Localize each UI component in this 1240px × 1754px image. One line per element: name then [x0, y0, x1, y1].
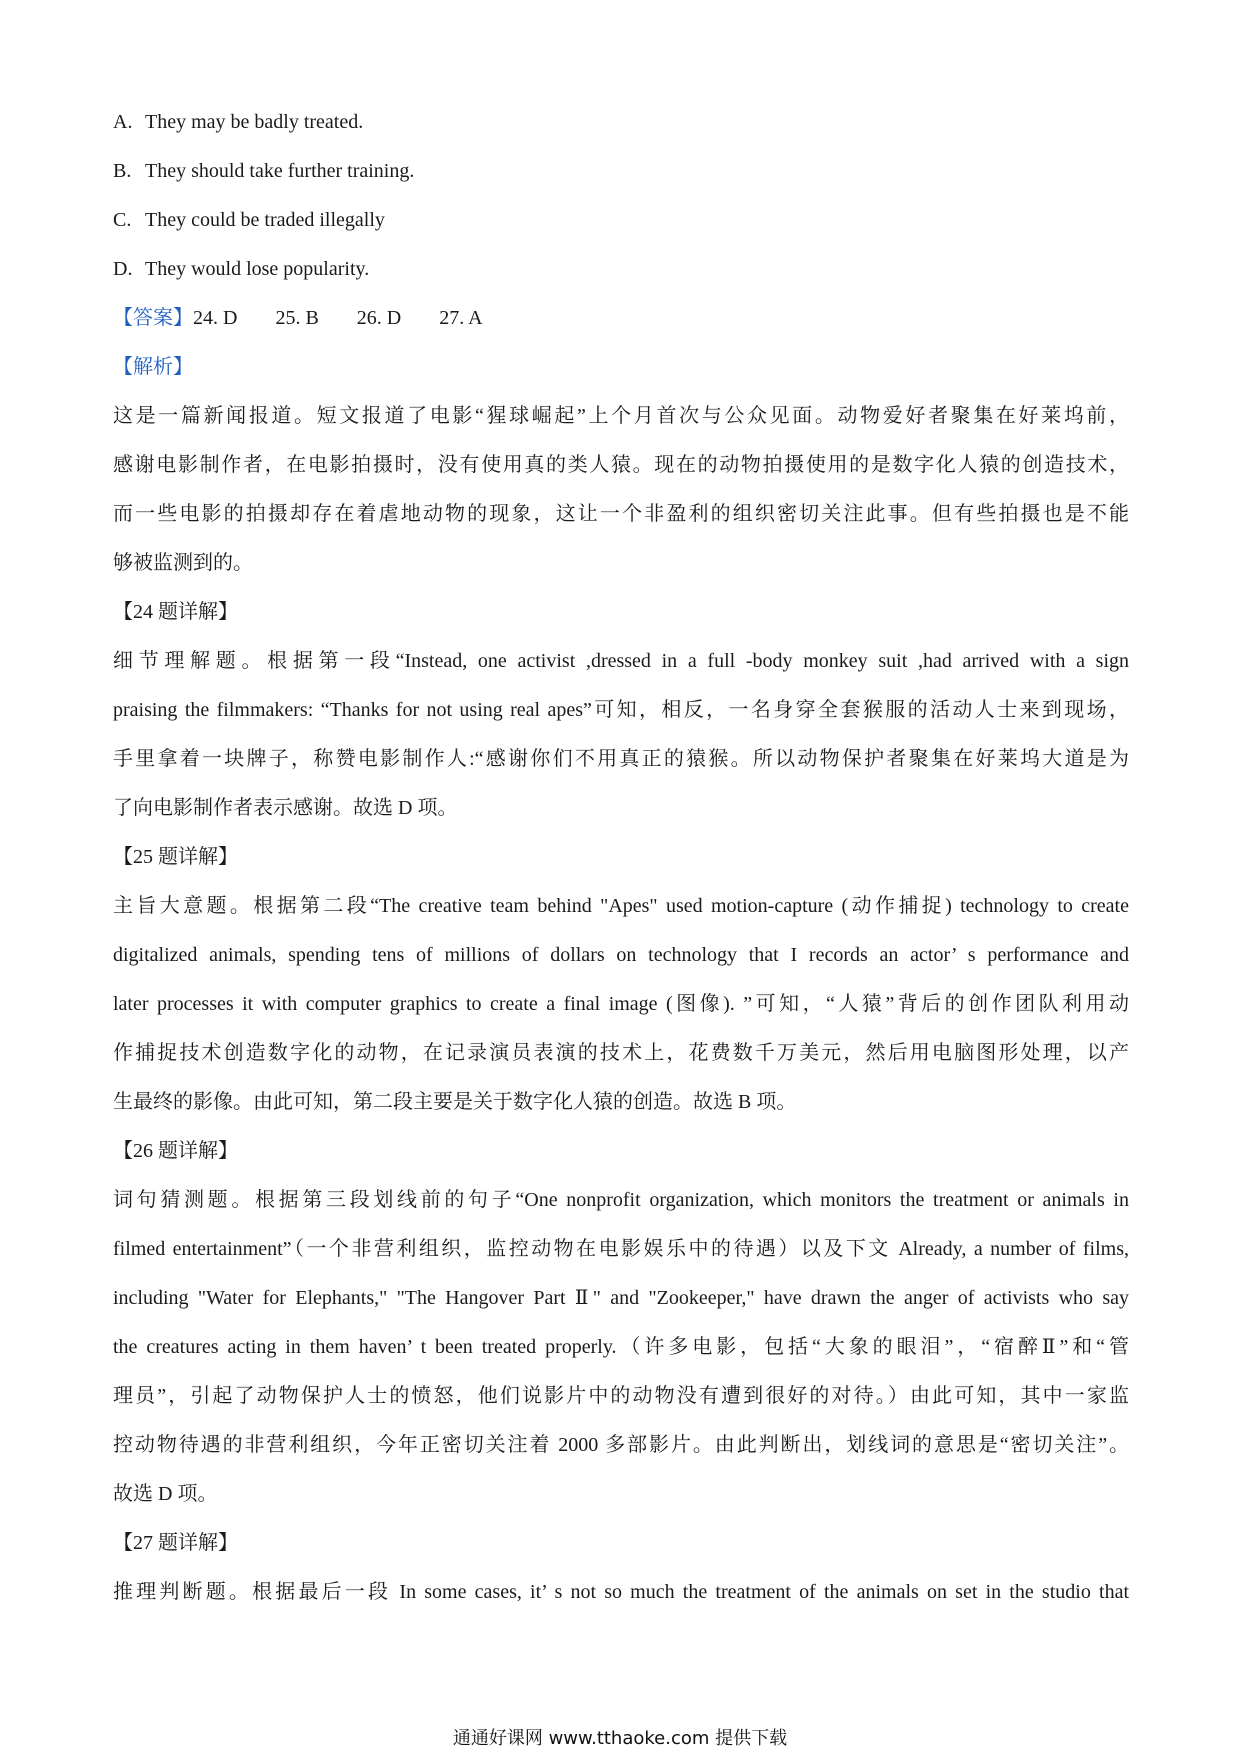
answer-item: 25. B: [275, 307, 319, 329]
q26-paragraph: [113, 1176, 1129, 1519]
q26-heading: 【26 题详解】: [113, 1140, 238, 1162]
option-text: They may be badly treated.: [145, 111, 364, 133]
text-line: 故选 D 项。: [113, 1483, 218, 1505]
analysis-heading: 【解析】: [113, 356, 193, 378]
option-c: [113, 196, 1129, 245]
text-line: 推理判断题。根据最后一段 In some cases, it’ s not so much the treatment of the animals on set in the studio that: [113, 1581, 1129, 1603]
option-letter: C.: [113, 209, 132, 231]
q25-paragraph: [113, 882, 1129, 1127]
option-text: They could be traded illegally: [145, 209, 385, 231]
q24-heading: 【24 题详解】: [113, 601, 238, 623]
option-letter: D.: [113, 258, 133, 280]
text-line: 这是一篇新闻报道。短文报道了电影“猩球崛起”上个月首次与公众见面。动物爱好者聚集在好莱坞前，: [113, 405, 1129, 427]
text-line: filmed entertainment”（一个非营利组织，监控动物在电影娱乐中的待遇）以及下文 Already, a number of films,: [113, 1238, 1129, 1260]
text-line: praising the filmmakers: “Thanks for not using real apes”可知，相反，一名身穿全套猴服的活动人士来到现场，: [113, 699, 1129, 721]
option-text: They would lose popularity.: [145, 258, 370, 280]
footer-source: 通通好课网 www.tthaoke.com 提供下载: [452, 1728, 788, 1749]
summary-paragraph: [113, 392, 1129, 588]
text-line: 控动物待遇的非营利组织，今年正密切关注着 2000 多部影片。由此判断出，划线词的意思是“密切关注”。: [113, 1434, 1129, 1456]
option-a: [113, 98, 1129, 147]
option-letter: A.: [113, 111, 133, 133]
answer-key: [113, 294, 1129, 343]
option-b: [113, 147, 1129, 196]
text-line: 够被监测到的。: [113, 552, 253, 574]
answer-item: 24. D: [193, 307, 238, 329]
text-line: 作捕捉技术创造数字化的动物，在记录演员表演的技术上，花费数千万美元，然后用电脑图形处理，以产: [113, 1042, 1129, 1064]
option-letter: B.: [113, 160, 132, 182]
q27-paragraph: [113, 1568, 1129, 1617]
text-line: 细节理解题。根据第一段“Instead, one activist ,dressed in a full -body monkey suit ,had arrived with a sign: [113, 650, 1129, 672]
answer-item: 27. A: [439, 307, 483, 329]
text-line: 了向电影制作者表示感谢。故选 D 项。: [113, 797, 458, 819]
text-line: 理员”，引起了动物保护人士的愤怒，他们说影片中的动物没有遭到很好的对待。）由此可知，其中一家监: [113, 1385, 1129, 1407]
text-line: 感谢电影制作者，在电影拍摄时，没有使用真的类人猿。现在的动物拍摄使用的是数字化人猿的创造技术，: [113, 454, 1129, 476]
text-line: 生最终的影像。由此可知，第二段主要是关于数字化人猿的创造。故选 B 项。: [113, 1091, 797, 1113]
text-line: 主旨大意题。根据第二段“The creative team behind "Apes" used motion-capture (动作捕捉) technology to create: [113, 895, 1129, 917]
answer-tag: 【答案】: [113, 307, 193, 329]
text-line: 词句猜测题。根据第三段划线前的句子“One nonprofit organization, which monitors the treatment or animals in: [113, 1189, 1129, 1211]
document-page: [113, 98, 1129, 1617]
text-line: the creatures acting in them haven’ t been treated properly.（许多电影，包括“大象的眼泪”，“宿醉Ⅱ”和“管: [113, 1336, 1129, 1358]
option-text: They should take further training.: [145, 160, 415, 182]
answer-item: 26. D: [356, 307, 402, 329]
text-line: 手里拿着一块牌子，称赞电影制作人:“感谢你们不用真正的猿猴。所以动物保护者聚集在好莱坞大道是为: [113, 748, 1129, 770]
text-line: digitalized animals, spending tens of millions of dollars on technology that I records an actor’ s performance and: [113, 944, 1129, 966]
text-line: including "Water for Elephants," "The Hangover Part Ⅱ" and "Zookeeper," have drawn the anger of activists who say: [113, 1287, 1129, 1309]
q24-paragraph: [113, 637, 1129, 833]
q25-heading: 【25 题详解】: [113, 846, 238, 868]
q27-heading: 【27 题详解】: [113, 1532, 238, 1554]
option-d: [113, 245, 1129, 294]
text-line: 而一些电影的拍摄却存在着虐地动物的现象，这让一个非盈利的组织密切关注此事。但有些拍摄也是不能: [113, 503, 1129, 525]
text-line: later processes it with computer graphics to create a final image (图像). ”可知，“人猿”背后的创作团队利用动: [113, 993, 1129, 1015]
